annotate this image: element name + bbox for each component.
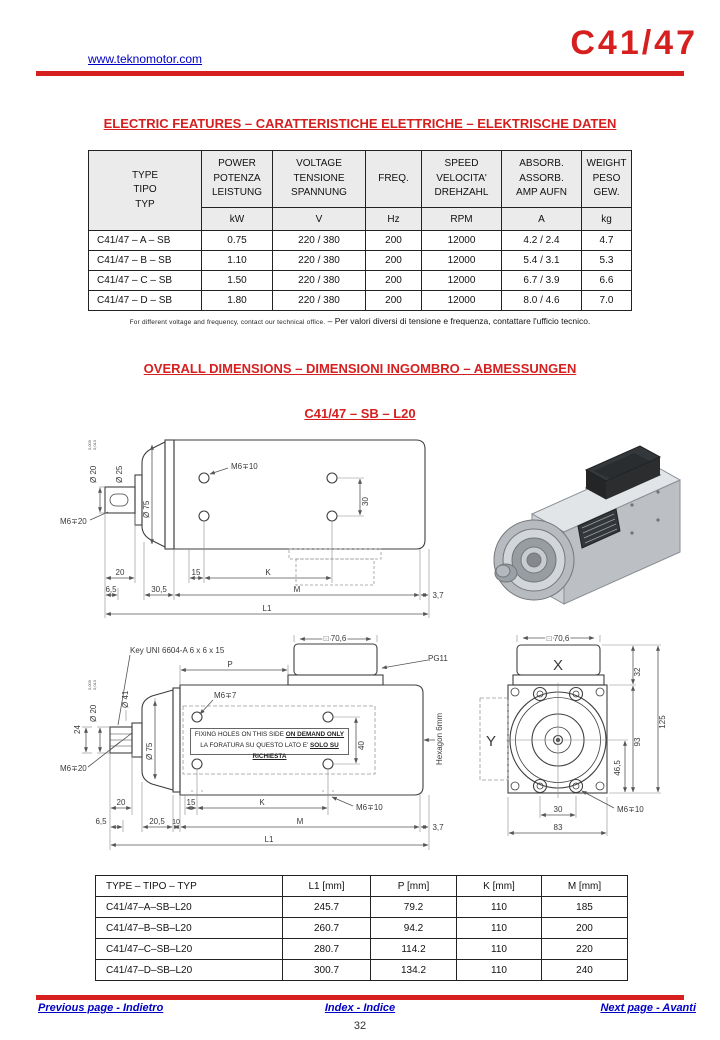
dim-tolerance-bottom: 0,013 (92, 679, 97, 690)
dim-6-5: 6,5 (105, 585, 117, 594)
overall-dimensions-heading: OVERALL DIMENSIONS – DIMENSIONI INGOMBRO – ABMESSUNGEN (143, 361, 577, 376)
side-view-drawing-top (32, 428, 452, 626)
motor-body-outline (174, 440, 425, 549)
table-row: C41/47–C–SB–L20 280.7 114.2 110 220 (96, 939, 628, 960)
fixing-hole (327, 473, 337, 483)
dim-20-5: 20,5 (149, 817, 165, 826)
hidden-connector-outline (289, 549, 381, 585)
site-link[interactable]: www.teknomotor.com (88, 52, 203, 66)
electric-header-row (89, 151, 632, 208)
dim-dia20: Ø 20 (89, 704, 98, 722)
table-footnote: For different voltage and frequency, contact our technical office. – Per valori diversi di tensione e frequenza, contattare l'ufficio tecnico. (129, 316, 591, 326)
dim-m: M (293, 585, 301, 594)
fixing-hole (323, 712, 333, 722)
dim-10: 10 (172, 819, 180, 826)
table-row: C41/47–B–SB–L20 260.7 94.2 110 200 (96, 918, 628, 939)
unit-rpm: RPM (422, 208, 502, 231)
dim-15: 15 (191, 568, 201, 577)
spindle-nose-photo (494, 520, 574, 600)
fixing-hole (327, 511, 337, 521)
power-header-cell: POWER POTENZA LEISTUNG (202, 151, 273, 208)
dim-70-6: □ 70,6 (323, 634, 347, 643)
index-link[interactable]: Index - Indice (324, 1002, 396, 1014)
dim-30-5: 30,5 (151, 585, 167, 594)
dim-k: K (265, 568, 271, 577)
product-photo (462, 430, 704, 615)
end-view-drawing (478, 630, 710, 858)
dim-dia20: Ø 20 (89, 465, 98, 483)
spindle-nose (142, 690, 173, 790)
dim-k: K (259, 798, 265, 807)
page-title: C41/47 (570, 24, 698, 62)
table-row: C41/47 – B – SB 1.10 220 / 380 200 12000 5.4 / 3.1 5.3 (89, 251, 632, 271)
pg11-label: PG11 (428, 654, 448, 663)
dimension-table (95, 875, 628, 981)
dim-3-7: 3,7 (432, 591, 444, 600)
dim-p: P (227, 660, 233, 669)
typ-label: TYP (135, 198, 155, 210)
header-rule (36, 71, 684, 76)
dim-46-5: 46,5 (613, 760, 622, 776)
dim-tolerance-bottom: 0,013 (92, 439, 97, 450)
dim-32: 32 (633, 667, 642, 677)
dim-15: 15 (186, 798, 196, 807)
dim-dia41: Ø 41 (121, 690, 130, 708)
table-row: C41/47–A–SB–L20 245.7 79.2 110 185 (96, 897, 628, 918)
dimension-header-row: TYPE – TIPO – TYP L1 [mm] P [mm] K [mm] M [mm] (96, 876, 628, 897)
dim-m6-20: M6∓20 (60, 517, 87, 526)
fixing-hole (199, 473, 209, 483)
unit-kg: kg (582, 208, 632, 231)
table-row: C41/47 – D – SB 1.80 220 / 380 200 12000 8.0 / 4.6 7.0 (89, 291, 632, 311)
dim-83: 83 (553, 823, 563, 832)
dim-40: 40 (357, 741, 366, 750)
type-header-cell (89, 151, 202, 231)
page-number: 32 (353, 1020, 367, 1032)
absorb-header-cell: ABSORB. ASSORB. AMP AUFN (502, 151, 582, 208)
previous-page-link[interactable]: Previous page - Indietro (38, 1002, 164, 1014)
dim-93: 93 (633, 737, 642, 747)
freq-header-cell: FREQ. (366, 151, 422, 208)
dim-m6-20: M6∓20 (60, 764, 87, 773)
table-row: C41/47 – C – SB 1.50 220 / 380 200 12000 6.7 / 3.9 6.6 (89, 271, 632, 291)
voltage-header-cell: VOLTAGE TENSIONE SPANNUNG (273, 151, 366, 208)
model-heading: C41/47 – SB – L20 (304, 406, 416, 421)
dim-3-7: 3,7 (432, 823, 444, 832)
speed-header-cell: SPEED VELOCITA' DREHZAHL (422, 151, 502, 208)
type-label: TYPE (131, 169, 159, 181)
dim-m: M (296, 817, 304, 826)
dim-l1: L1 (264, 835, 274, 844)
unit-hz: Hz (366, 208, 422, 231)
unit-kw: kW (202, 208, 273, 231)
dim-20: 20 (116, 798, 126, 807)
connector-box-outline (294, 644, 377, 675)
hexagon-label: Hexagon 6mm (435, 712, 444, 765)
electric-features-table (88, 150, 632, 311)
dim-30: 30 (553, 805, 563, 814)
spindle-nose (142, 442, 165, 547)
x-view-label: X (552, 657, 564, 674)
dim-l1: L1 (262, 604, 272, 613)
table-row: C41/47 – A – SB 0.75 220 / 380 200 12000 4.2 / 2.4 4.7 (89, 231, 632, 251)
y-view-label: Y (486, 733, 497, 750)
tipo-label: TIPO (133, 184, 157, 196)
dim-m6-10: M6∓10 (617, 805, 644, 814)
dim-20: 20 (115, 568, 125, 577)
fixing-hole (199, 511, 209, 521)
dim-6-5: 6,5 (95, 817, 107, 826)
dim-dia75: Ø 75 (145, 742, 154, 760)
dim-tolerance-top: 0,009 (87, 679, 92, 690)
dim-m6-7: M6∓7 (214, 691, 237, 700)
keyway (110, 494, 128, 506)
unit-v: V (273, 208, 366, 231)
dim-125: 125 (658, 715, 667, 729)
electric-features-heading: ELECTRIC FEATURES – CARATTERISTICHE ELETTRICHE – ELEKTRISCHE DATEN (103, 116, 617, 131)
dim-dia25: Ø 25 (115, 465, 124, 483)
dim-24: 24 (73, 725, 82, 734)
shaft (105, 487, 135, 513)
fixing-holes-note: FIXING HOLES ON THIS SIDE ON DEMAND ONLY LA FORATURA SU QUESTO LATO E' SOLO SU RICHIESTA (190, 728, 349, 755)
dim-tolerance-top: 0,009 (87, 439, 92, 450)
key-annotation: Key UNI 6604-A 6 x 6 x 15 (130, 646, 225, 655)
dim-dia75: Ø 75 (142, 500, 151, 518)
weight-header-cell: WEIGHT PESO GEW. (582, 151, 632, 208)
dim-m6-10: M6∓10 (356, 803, 383, 812)
unit-a: A (502, 208, 582, 231)
footer-rule (36, 995, 684, 1000)
dim-m6-10: M6∓10 (231, 462, 258, 471)
dim-30: 30 (361, 497, 370, 506)
table-row: C41/47–D–SB–L20 300.7 134.2 110 240 (96, 960, 628, 981)
next-page-link[interactable]: Next page - Avanti (600, 1002, 696, 1014)
dim-70-6: □ 70,6 (546, 634, 570, 643)
